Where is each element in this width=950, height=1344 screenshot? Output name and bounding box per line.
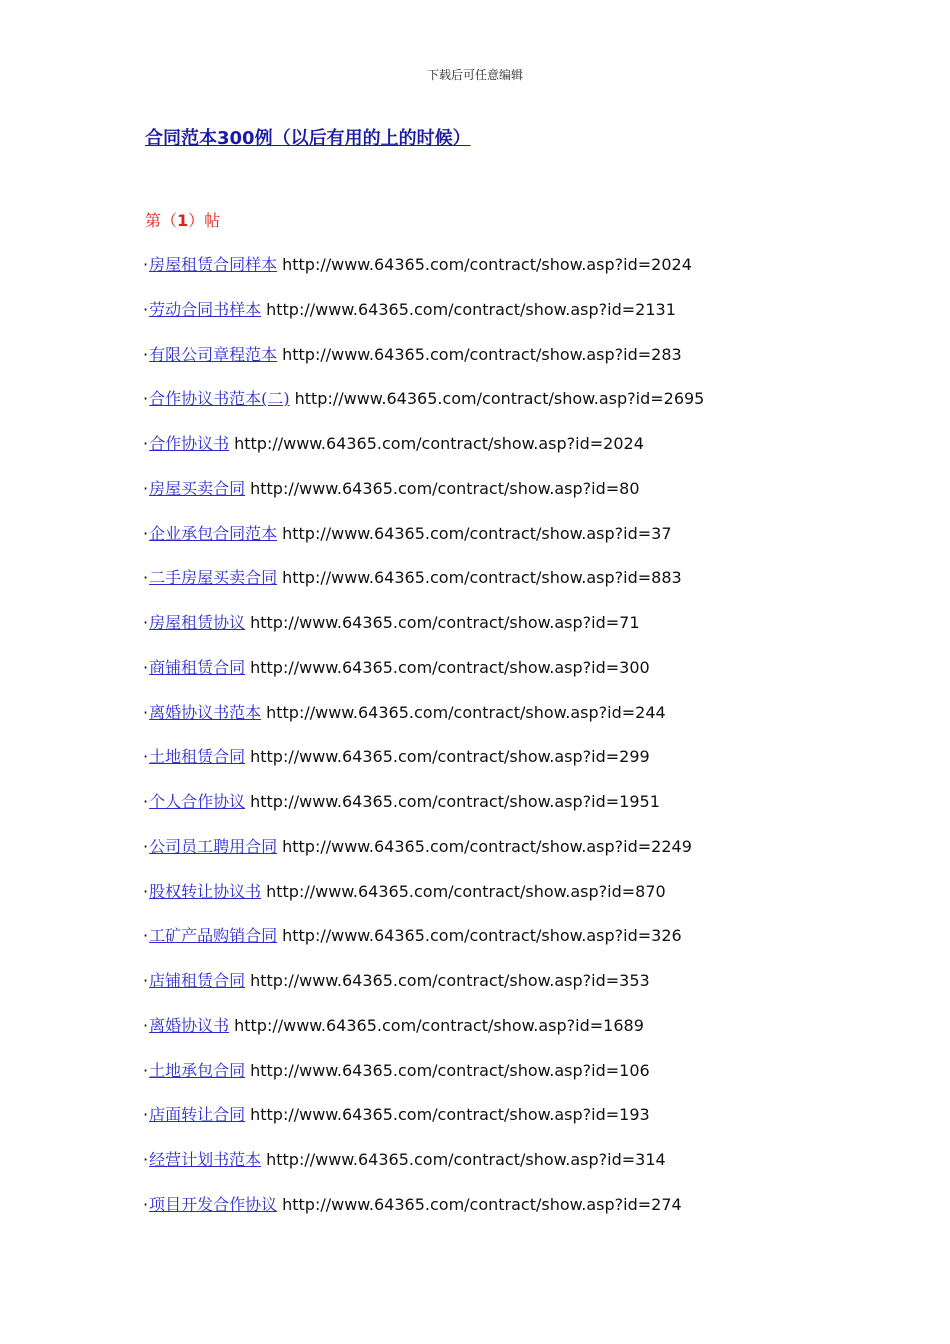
contract-url: http://www.64365.com/contract/show.asp?id=1689 [234, 1015, 644, 1035]
contract-title-link[interactable]: 企业承包合同范本 [149, 523, 278, 543]
bullet-dot: · [143, 702, 149, 722]
list-item [143, 925, 704, 970]
contract-title-link[interactable]: 股权转让协议书 [149, 881, 262, 901]
contract-title-link[interactable]: 项目开发合作协议 [149, 1194, 278, 1214]
contract-title-link[interactable]: 个人合作协议 [149, 792, 246, 811]
contract-title-link[interactable]: 土地承包合同 [149, 1060, 246, 1080]
contract-title-link[interactable]: 店铺租赁合同 [149, 971, 246, 990]
list-item [143, 299, 704, 344]
contract-title-link[interactable]: 离婚协议书 [149, 1015, 230, 1035]
list-item [143, 388, 704, 433]
contract-url: http://www.64365.com/contract/show.asp?id=244 [266, 702, 666, 722]
post-label-suffix: ）帖 [188, 211, 221, 230]
list-item [143, 702, 704, 747]
bullet-dot: · [143, 926, 149, 946]
contract-title-link[interactable]: 土地租赁合同 [149, 747, 246, 767]
list-item [143, 523, 704, 568]
contract-url: http://www.64365.com/contract/show.asp?id=353 [250, 971, 650, 990]
list-item [143, 1015, 704, 1060]
list-item [143, 970, 704, 1015]
contract-title-link[interactable]: 合作协议书范本(二) [149, 389, 290, 409]
bullet-dot: · [143, 1150, 149, 1169]
contract-url: http://www.64365.com/contract/show.asp?id=106 [250, 1060, 650, 1080]
bullet-dot: · [143, 255, 149, 274]
contract-url: http://www.64365.com/contract/show.asp?id=2024 [234, 434, 644, 453]
contract-url: http://www.64365.com/contract/show.asp?id=2249 [282, 836, 692, 856]
bullet-dot: · [143, 523, 149, 543]
contract-url: http://www.64365.com/contract/show.asp?id=37 [282, 523, 672, 543]
list-item [143, 881, 704, 926]
list-item [143, 1149, 704, 1194]
contract-title-link[interactable]: 经营计划书范本 [149, 1150, 262, 1169]
bullet-dot: · [143, 434, 149, 453]
bullet-dot: · [143, 747, 149, 767]
contract-url: http://www.64365.com/contract/show.asp?id=1951 [250, 792, 660, 811]
list-item [143, 791, 704, 836]
bullet-dot: · [143, 613, 149, 632]
contract-url: http://www.64365.com/contract/show.asp?id=274 [282, 1194, 682, 1214]
bullet-dot: · [143, 836, 149, 856]
bullet-dot: · [143, 344, 149, 364]
bullet-dot: · [143, 657, 149, 677]
post-label-prefix: 第（ [145, 211, 178, 230]
contract-url: http://www.64365.com/contract/show.asp?id=883 [282, 568, 682, 588]
list-item [143, 254, 704, 299]
contract-url: http://www.64365.com/contract/show.asp?id=2024 [282, 255, 692, 274]
post-number: 1 [177, 211, 189, 230]
contract-title-link[interactable]: 离婚协议书范本 [149, 702, 262, 722]
contract-title-link[interactable]: 公司员工聘用合同 [149, 836, 278, 856]
contract-url: http://www.64365.com/contract/show.asp?id=870 [266, 881, 666, 901]
contract-title-link[interactable]: 劳动合同书样本 [149, 299, 262, 319]
bullet-dot: · [143, 1105, 149, 1125]
contract-url: http://www.64365.com/contract/show.asp?id=71 [250, 613, 640, 632]
bullet-dot: · [143, 299, 149, 319]
contract-title-link[interactable]: 有限公司章程范本 [149, 344, 278, 364]
header-note: 下载后可任意编辑 [426, 68, 523, 82]
list-item [143, 746, 704, 791]
contract-title-link[interactable]: 合作协议书 [149, 434, 230, 453]
contract-title-link[interactable]: 店面转让合同 [149, 1105, 246, 1125]
list-item [143, 657, 704, 702]
contract-url: http://www.64365.com/contract/show.asp?id=80 [250, 478, 640, 498]
list-item [143, 612, 704, 657]
contract-title-link[interactable]: 房屋租赁协议 [149, 613, 246, 632]
contract-url: http://www.64365.com/contract/show.asp?id=193 [250, 1105, 650, 1125]
contract-title-link[interactable]: 房屋买卖合同 [149, 478, 246, 498]
bullet-dot: · [143, 971, 149, 990]
list-item [143, 567, 704, 612]
list-item [143, 344, 704, 389]
contract-url: http://www.64365.com/contract/show.asp?id=314 [266, 1150, 666, 1169]
list-item [143, 1104, 704, 1149]
contract-url: http://www.64365.com/contract/show.asp?id=300 [250, 657, 650, 677]
contract-url: http://www.64365.com/contract/show.asp?id=2695 [294, 389, 705, 409]
bullet-dot: · [143, 389, 149, 409]
list-item [143, 433, 704, 478]
document-title-link[interactable]: 合同范本300例（以后有用的上的时候） [145, 128, 471, 149]
list-item [143, 1060, 704, 1105]
contract-title-link[interactable]: 工矿产品购销合同 [149, 926, 278, 946]
bullet-dot: · [143, 881, 149, 901]
list-item [143, 1194, 704, 1239]
contract-link-list [143, 254, 704, 1239]
contract-title-link[interactable]: 二手房屋买卖合同 [149, 568, 278, 588]
bullet-dot: · [143, 1015, 149, 1035]
bullet-dot: · [143, 1194, 149, 1214]
contract-title-link[interactable]: 商铺租赁合同 [149, 657, 246, 677]
contract-url: http://www.64365.com/contract/show.asp?id=2131 [266, 299, 676, 319]
contract-url: http://www.64365.com/contract/show.asp?id=283 [282, 344, 682, 364]
bullet-dot: · [143, 1060, 149, 1080]
bullet-dot: · [143, 792, 149, 811]
post-label [145, 208, 220, 231]
contract-url: http://www.64365.com/contract/show.asp?id=299 [250, 747, 650, 767]
list-item [143, 478, 704, 523]
contract-title-link[interactable]: 房屋租赁合同样本 [149, 255, 278, 274]
contract-url: http://www.64365.com/contract/show.asp?id=326 [282, 926, 682, 946]
bullet-dot: · [143, 478, 149, 498]
list-item [143, 836, 704, 881]
bullet-dot: · [143, 568, 149, 588]
